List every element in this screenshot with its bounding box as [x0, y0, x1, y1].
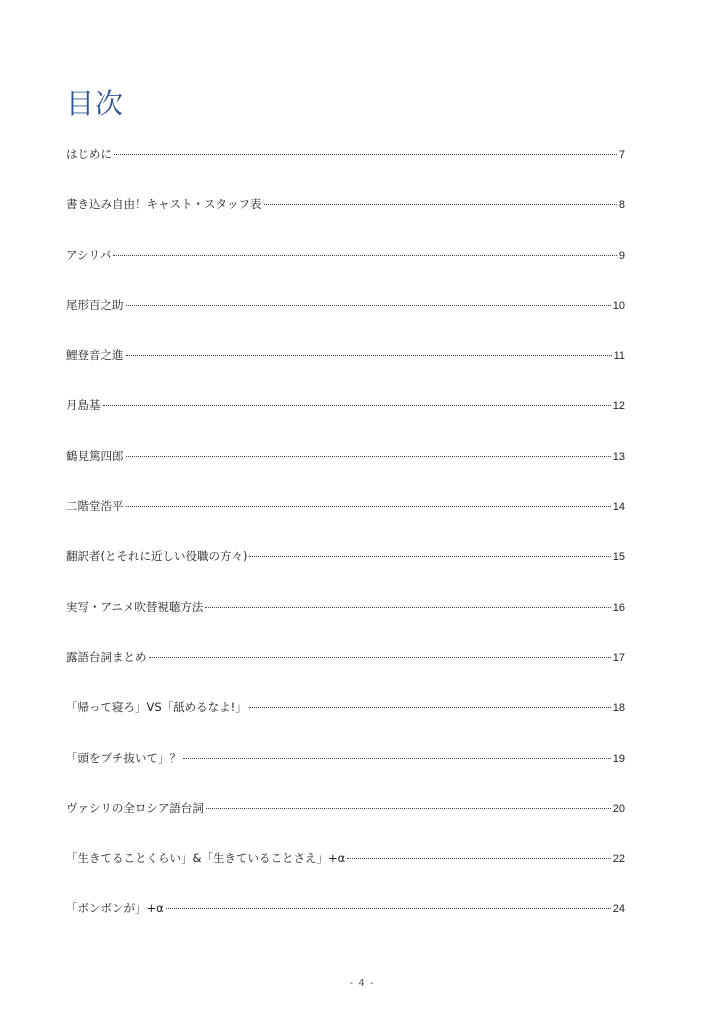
toc-title: 目次: [66, 87, 125, 120]
toc-entry-page[interactable]: 24: [612, 903, 625, 916]
toc-entry-page[interactable]: 12: [612, 400, 625, 413]
toc-leader-dots: [347, 858, 611, 859]
toc-leader-dots: [166, 908, 611, 909]
toc-entry[interactable]: [66, 494, 625, 544]
toc-entry-title[interactable]: アシリパ: [66, 247, 112, 262]
toc-entry[interactable]: [66, 393, 625, 443]
toc-entry[interactable]: [66, 243, 625, 293]
toc-entry-page[interactable]: 7: [618, 149, 625, 161]
toc-leader-dots: [114, 154, 617, 155]
toc-entry-title[interactable]: 鶴見篤四郎: [66, 448, 124, 463]
toc-entry-title[interactable]: 鯉登音之進: [66, 348, 124, 363]
toc-entry-page[interactable]: 16: [612, 601, 625, 614]
toc-entry-title[interactable]: 「生きてることくらい」&「生きていることさえ」+α: [66, 851, 346, 866]
toc-entry-page[interactable]: 19: [612, 752, 625, 765]
toc-list: [66, 142, 625, 947]
toc-leader-dots: [206, 808, 611, 809]
toc-leader-dots: [183, 758, 611, 759]
toc-entry[interactable]: [66, 746, 625, 796]
toc-entry[interactable]: [66, 192, 625, 242]
toc-entry-title[interactable]: 「頭をブチ抜いて」？: [66, 750, 181, 765]
toc-entry-title[interactable]: 書き込み自由！キャスト・スタッフ表: [66, 197, 262, 212]
toc-entry[interactable]: [66, 142, 625, 192]
toc-entry-title[interactable]: 二階堂浩平: [66, 499, 124, 514]
toc-entry-title[interactable]: 尾形百之助: [66, 297, 124, 312]
toc-entry-page[interactable]: 11: [613, 350, 625, 363]
toc-entry-page[interactable]: 20: [612, 802, 625, 815]
toc-entry[interactable]: [66, 293, 625, 343]
toc-leader-dots: [103, 405, 611, 406]
toc-leader-dots: [149, 657, 611, 658]
toc-entry-page[interactable]: 14: [612, 501, 625, 514]
toc-entry-title[interactable]: 「ボンボンが」+α: [66, 901, 164, 916]
toc-entry[interactable]: [66, 595, 625, 645]
toc-entry-page[interactable]: 22: [612, 853, 625, 866]
toc-leader-dots: [249, 556, 610, 557]
toc-entry[interactable]: [66, 544, 625, 594]
toc-leader-dots: [126, 355, 612, 356]
toc-entry-title[interactable]: 「帰って寝ろ」VS「舐めるなよ!」: [66, 700, 247, 715]
toc-leader-dots: [264, 204, 617, 205]
toc-entry-title[interactable]: 露語台詞まとめ: [66, 649, 147, 664]
toc-entry-title[interactable]: 翻訳者(とそれに近しい役職の方々): [66, 549, 248, 564]
toc-entry-page[interactable]: 10: [612, 299, 625, 312]
toc-entry-page[interactable]: 13: [612, 450, 625, 463]
toc-leader-dots: [249, 707, 611, 708]
toc-entry[interactable]: [66, 444, 625, 494]
toc-entry[interactable]: [66, 695, 625, 745]
toc-leader-dots: [126, 506, 611, 507]
toc-entry-title[interactable]: 月島基: [66, 398, 101, 413]
toc-entry-page[interactable]: 9: [618, 249, 625, 262]
toc-entry-page[interactable]: 17: [612, 651, 625, 664]
toc-entry[interactable]: [66, 645, 625, 695]
toc-entry-page[interactable]: 15: [612, 551, 625, 564]
toc-entry-page[interactable]: 8: [618, 199, 625, 212]
toc-entry-title[interactable]: ヴァシリの全ロシア語台詞: [66, 800, 204, 815]
toc-entry[interactable]: [66, 846, 625, 896]
toc-entry[interactable]: [66, 343, 625, 393]
toc-entry-page[interactable]: 18: [612, 702, 625, 715]
toc-entry-title[interactable]: はじめに: [66, 147, 112, 161]
toc-entry[interactable]: [66, 896, 625, 946]
toc-leader-dots: [113, 255, 617, 256]
toc-leader-dots: [126, 456, 611, 457]
toc-entry[interactable]: [66, 796, 625, 846]
page-number: - 4 -: [349, 978, 375, 989]
toc-leader-dots: [205, 607, 610, 608]
toc-entry-title[interactable]: 実写・アニメ吹替視聴方法: [66, 599, 204, 614]
toc-leader-dots: [126, 305, 611, 306]
